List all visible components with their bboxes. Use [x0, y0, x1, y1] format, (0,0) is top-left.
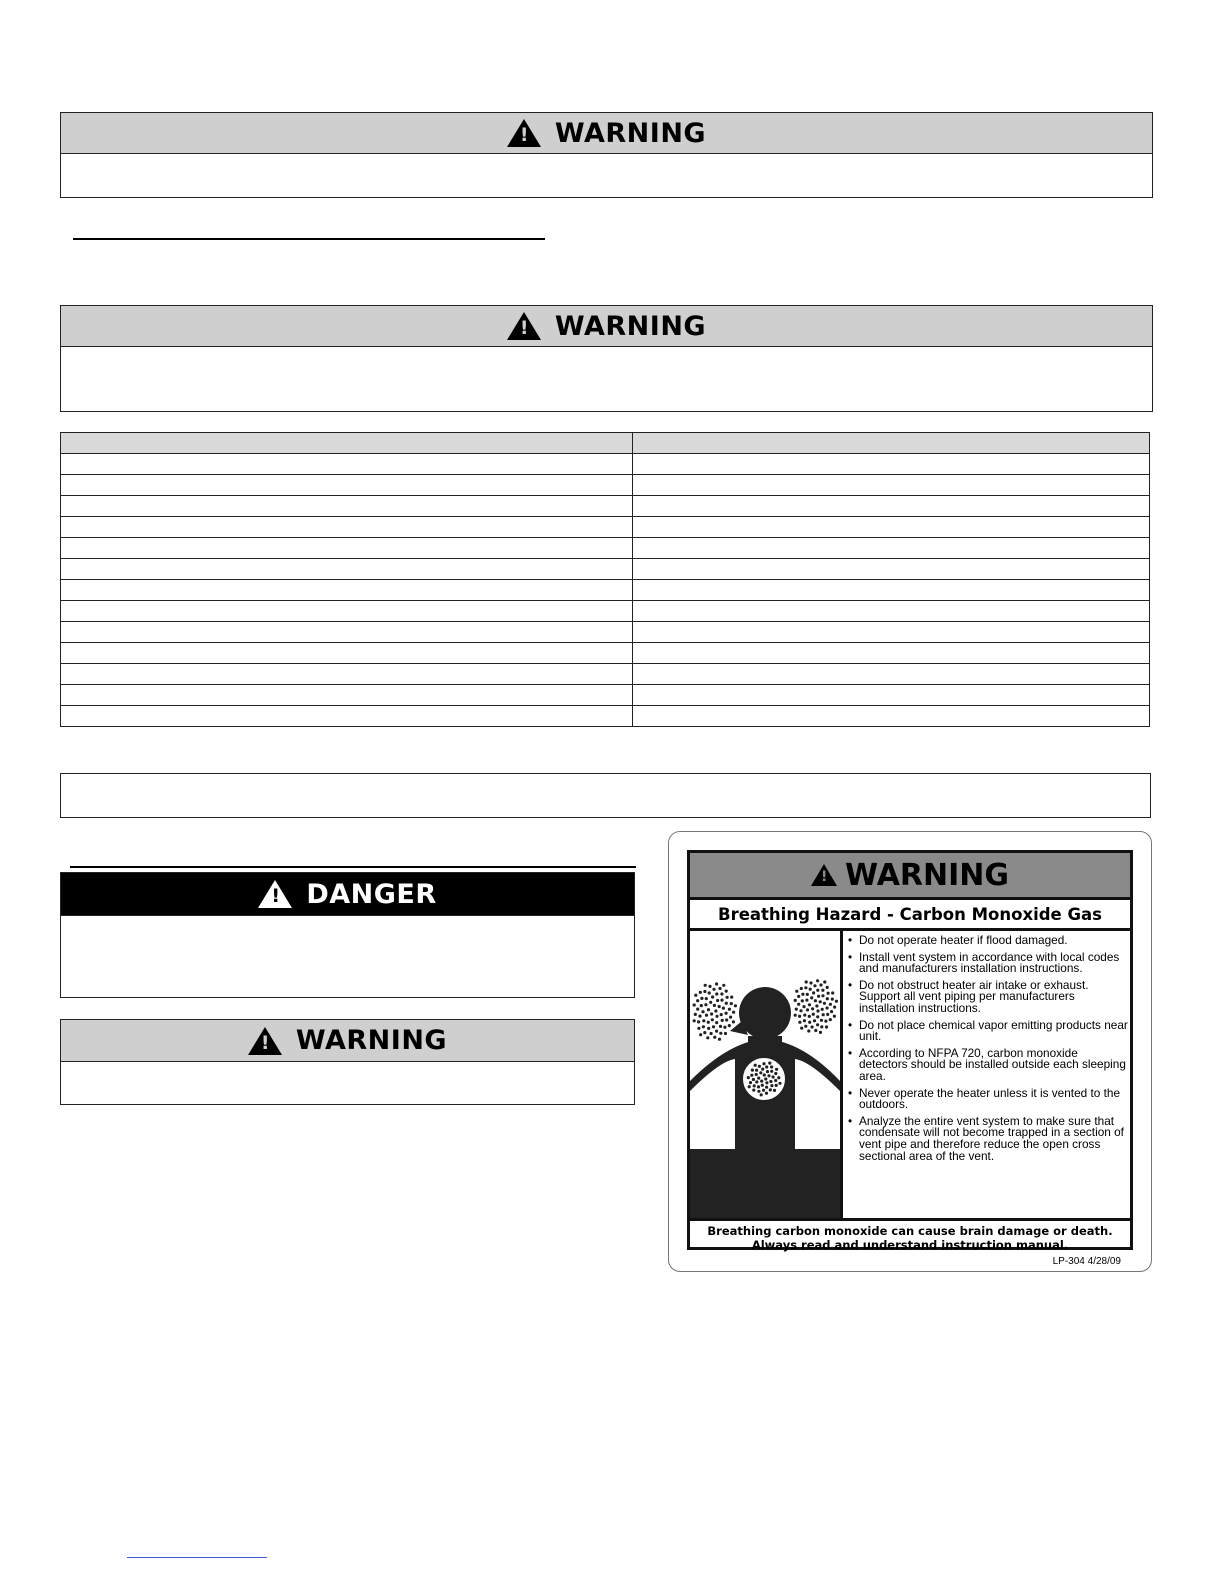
warning-triangle-icon [507, 119, 541, 147]
table-row [61, 475, 1150, 496]
warning-box-2 [60, 305, 1153, 412]
co-label-subtitle: Breathing Hazard - Carbon Monoxide Gas [690, 900, 1130, 931]
co-label-title: WARNING [844, 857, 1010, 893]
table-row [61, 517, 1150, 538]
co-label-header [690, 853, 1130, 900]
table-cell [61, 496, 633, 517]
table-row [61, 496, 1150, 517]
table-cell [61, 559, 633, 580]
danger-header [61, 873, 634, 916]
table-header-row [61, 433, 1150, 454]
table-cell [633, 559, 1150, 580]
table-row [61, 538, 1150, 559]
table-cell [633, 622, 1150, 643]
table-cell [61, 475, 633, 496]
table-row [61, 706, 1150, 727]
table-row [61, 559, 1150, 580]
table-row [61, 454, 1150, 475]
note-box [60, 773, 1151, 818]
warning-header-2 [61, 306, 1152, 347]
section-divider [70, 866, 636, 868]
table-cell [633, 643, 1150, 664]
warning-box-3 [60, 1019, 635, 1105]
danger-triangle-icon [258, 880, 292, 908]
table-row [61, 580, 1150, 601]
danger-title: DANGER [306, 878, 437, 910]
warning-title-3: WARNING [295, 1025, 448, 1056]
table-cell [61, 538, 633, 559]
table-cell [61, 643, 633, 664]
warning-triangle-icon [507, 312, 541, 340]
co-label-bullet: • Do not place chemical vapor emitting products near unit. [848, 1020, 1128, 1043]
co-label-bullets [848, 935, 1128, 1167]
co-label-bullet: • Never operate the heater unless it is vented to the outdoors. [848, 1088, 1128, 1111]
co-label-bullet: • Install vent system in accordance with local codes and manufacturers installation instructions. [848, 952, 1128, 975]
warning-triangle-icon [248, 1027, 282, 1055]
spec-table [60, 432, 1150, 727]
table-cell [61, 517, 633, 538]
table-cell [633, 685, 1150, 706]
table-cell [633, 496, 1150, 517]
section-heading-underline [73, 238, 545, 240]
co-warning-label [668, 831, 1152, 1272]
co-label-footer-line2: Always read and understand instruction manual. [751, 1238, 1069, 1252]
warning-title-2: WARNING [554, 310, 707, 342]
table-row [61, 601, 1150, 622]
table-cell [61, 706, 633, 727]
table-cell [633, 454, 1150, 475]
table-cell [61, 664, 633, 685]
danger-box [60, 872, 635, 998]
co-label-body [690, 931, 1130, 1221]
warning-box-1 [60, 112, 1153, 198]
co-label-footer [690, 1221, 1130, 1252]
warning-title-1: WARNING [554, 117, 707, 149]
table-cell [633, 538, 1150, 559]
table-cell [61, 454, 633, 475]
table-cell [61, 580, 633, 601]
co-warning-label-frame [687, 850, 1133, 1250]
table-row [61, 685, 1150, 706]
table-cell [61, 622, 633, 643]
co-label-bullet: • Do not operate heater if flood damaged. [848, 935, 1128, 947]
warning-header-1 [61, 113, 1152, 154]
table-cell [633, 433, 1150, 454]
co-label-bullet: • Analyze the entire vent system to make sure that condensate will not become trapped in a section of vent pipe and therefore reduce the open cross sectional area of the vent. [848, 1116, 1128, 1162]
warning-triangle-icon [811, 864, 837, 886]
table-cell [633, 601, 1150, 622]
table-cell [633, 475, 1150, 496]
table-cell [633, 664, 1150, 685]
table-row [61, 664, 1150, 685]
table-cell [61, 601, 633, 622]
table-cell [633, 706, 1150, 727]
footer-link-underline[interactable] [127, 1557, 267, 1558]
co-label-bullet: • Do not obstruct heater air intake or exhaust. Support all vent piping per manufacturers installation instructions. [848, 980, 1128, 1015]
co-label-footer-line1: Breathing carbon monoxide can cause brain damage or death. [707, 1224, 1113, 1238]
table-cell [633, 517, 1150, 538]
table-row [61, 622, 1150, 643]
table-cell [61, 685, 633, 706]
warning-header-3 [61, 1020, 634, 1062]
breathing-hazard-pictogram [690, 931, 843, 1218]
table-row [61, 643, 1150, 664]
co-label-bullet: • According to NFPA 720, carbon monoxide detectors should be installed outside each sleeping area. [848, 1048, 1128, 1083]
breathing-hazard-icon [690, 931, 840, 1218]
co-label-code: LP-304 4/28/09 [1052, 1256, 1121, 1267]
table-cell [61, 433, 633, 454]
table-cell [633, 580, 1150, 601]
